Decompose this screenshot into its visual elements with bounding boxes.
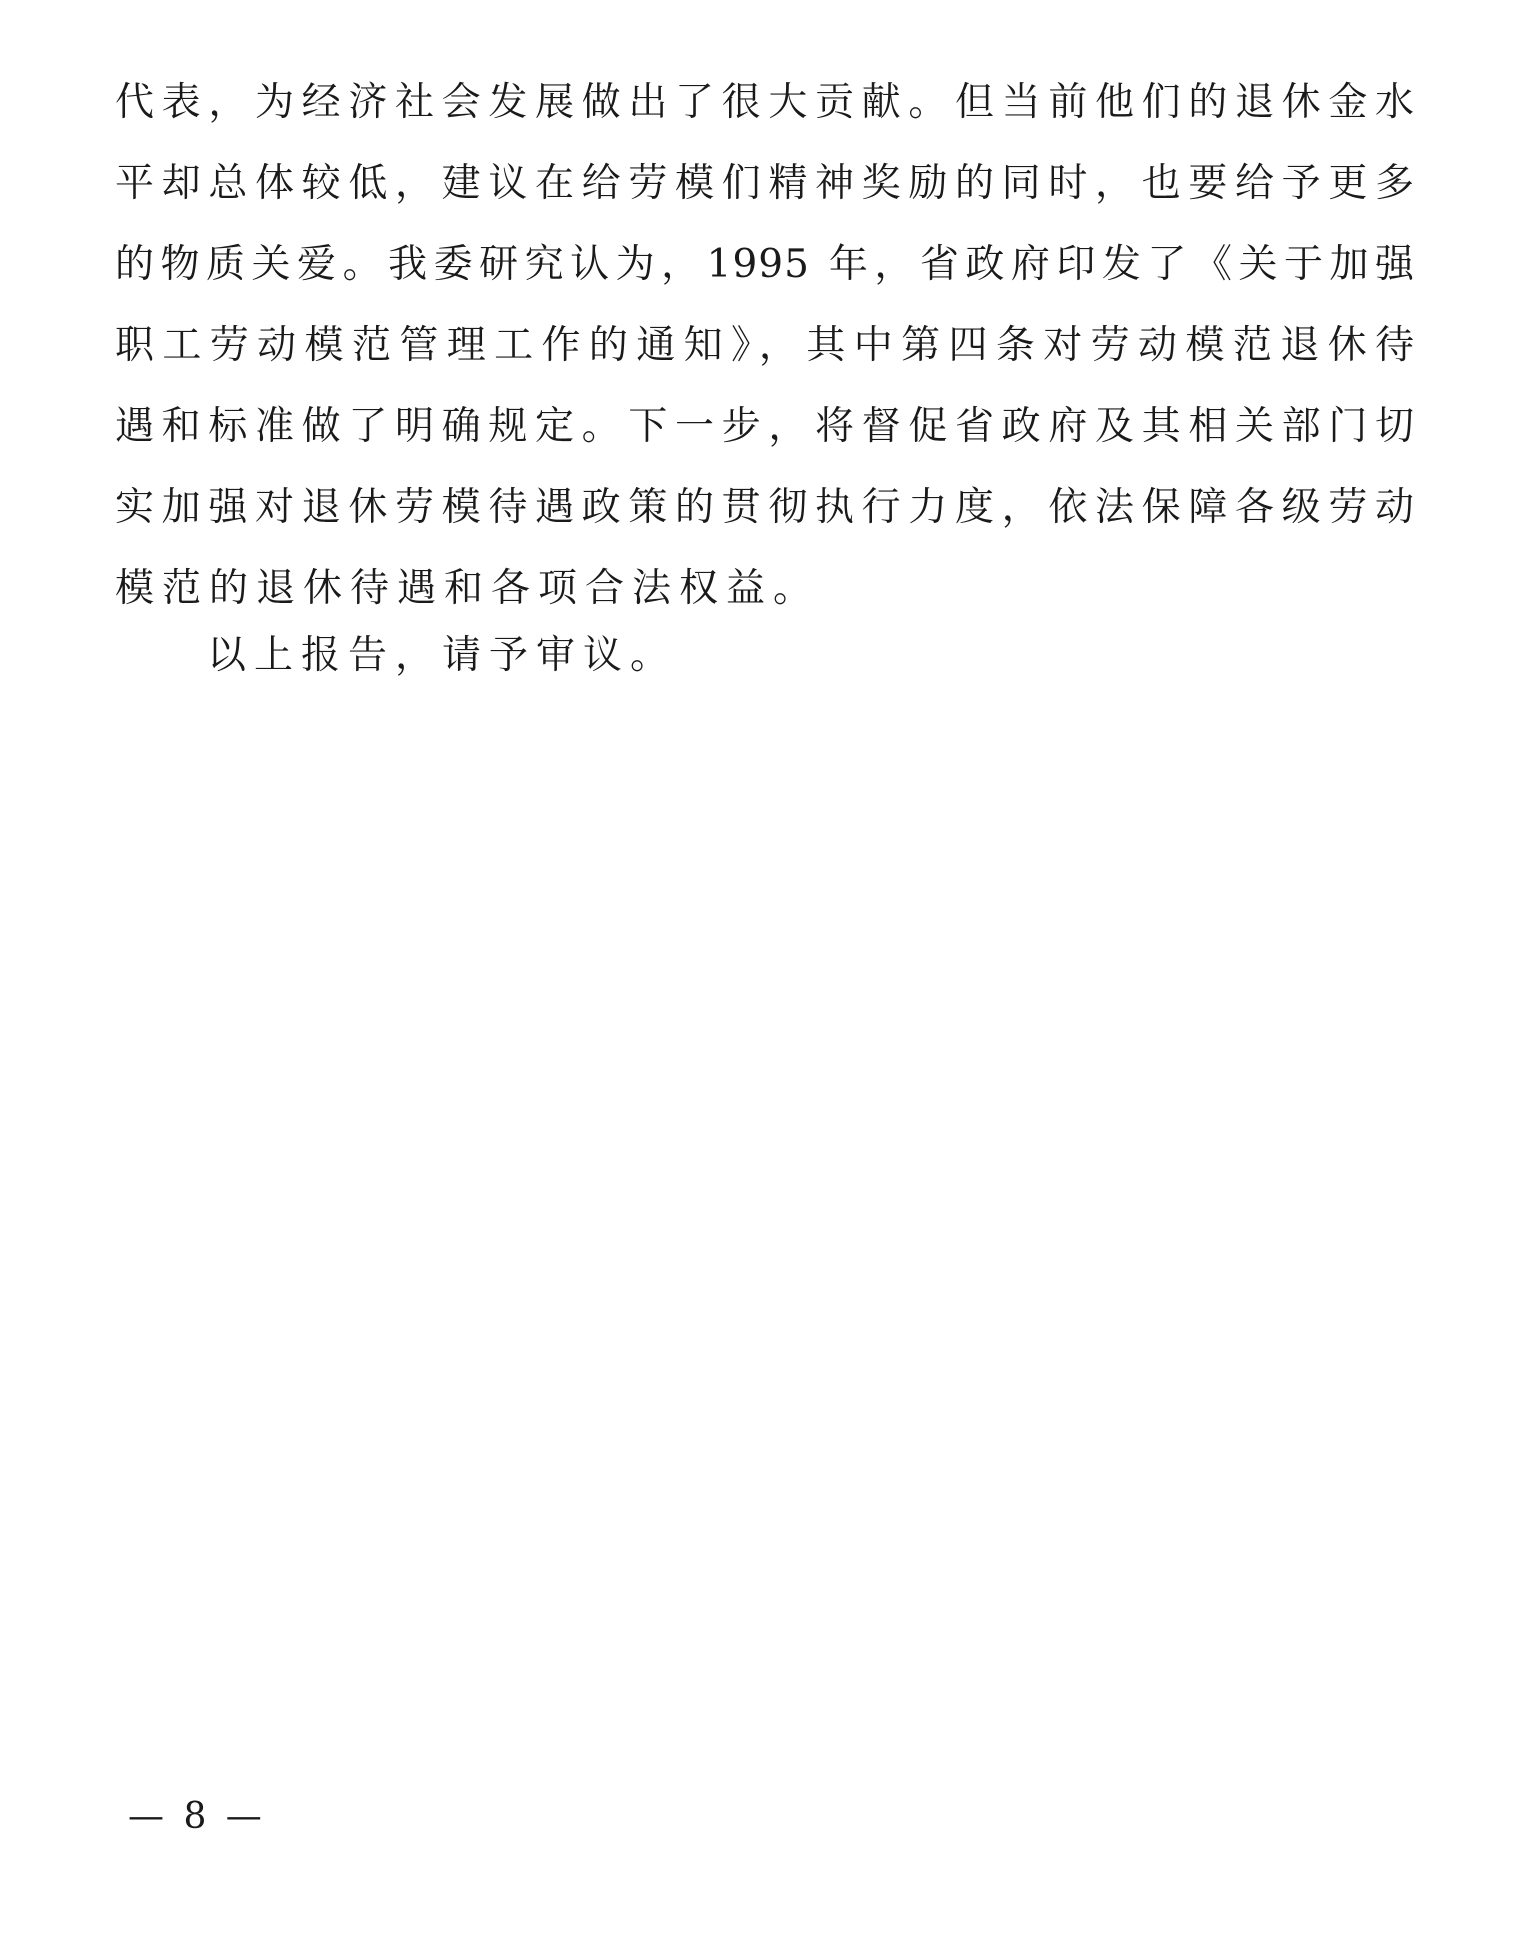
paragraph-line: 模范的退休待遇和各项合法权益。 xyxy=(115,566,821,611)
paragraph-line: 代表，为经济社会发展做出了很大贡献。但当前他们的退休金水 xyxy=(115,80,1415,125)
paragraph-line: 职工劳动模范管理工作的通知》，其中第四条对劳动模范退休待 xyxy=(115,323,1415,368)
body-paragraph xyxy=(115,62,1415,629)
closing-statement: 以上报告，请予审议。 xyxy=(207,633,678,678)
paragraph-line: 遇和标准做了明确规定。下一步，将督促省政府及其相关部门切 xyxy=(115,404,1415,449)
paragraph-line: 平却总体较低，建议在给劳模们精神奖励的同时，也要给予更多 xyxy=(115,161,1415,206)
paragraph-line: 的物质关爱。我委研究认为，1995 年，省政府印发了《关于加强 xyxy=(115,242,1415,287)
page-number: — 8 — xyxy=(128,1796,266,1837)
paragraph-line: 实加强对退休劳模待遇政策的贯彻执行力度，依法保障各级劳动 xyxy=(115,485,1415,530)
